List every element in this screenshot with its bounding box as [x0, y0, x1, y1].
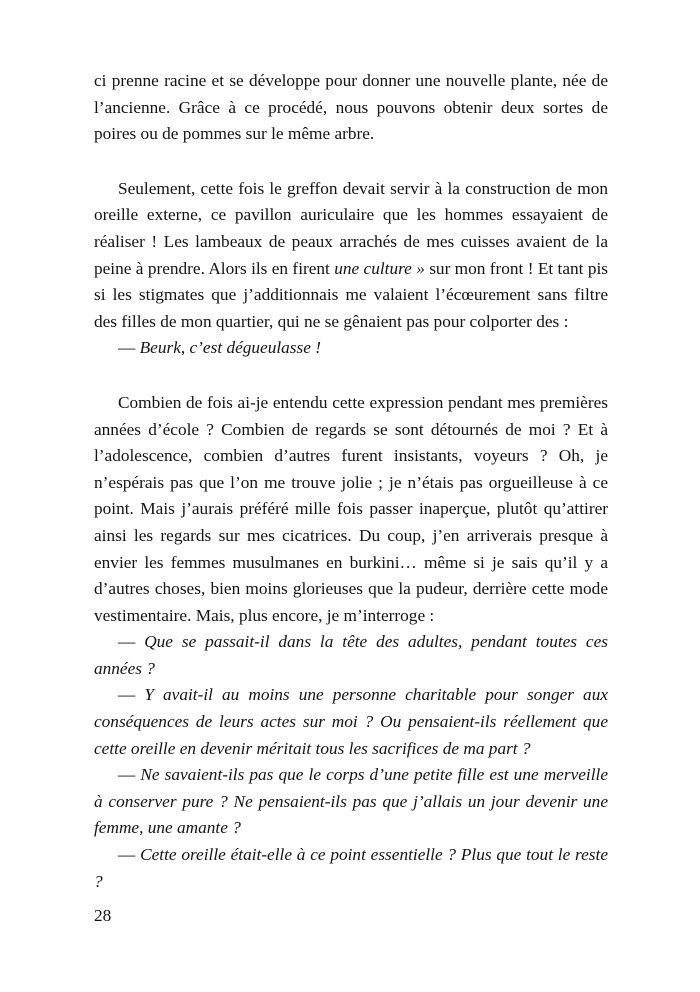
question-3-dash: —	[118, 765, 141, 785]
paragraph-2-italic: une culture »	[334, 258, 425, 278]
paragraph-2	[94, 176, 608, 336]
question-3	[94, 762, 608, 842]
question-1-dash: —	[118, 632, 145, 652]
quote-1-text: Beurk, c’est dégueulasse !	[139, 338, 321, 358]
question-2-text: Y avait-il au moins une personne charitable pour songer aux conséquences de leurs actes sur moi ? Ou pensaient-ils réellement que cette oreille en devenir méritait tous les sacrifices de ma part ?	[94, 685, 609, 758]
quote-1	[94, 335, 608, 362]
question-2-dash: —	[118, 685, 145, 705]
question-4-text: Cette oreille était-elle à ce point essentielle ? Plus que tout le reste ?	[94, 845, 608, 891]
quote-1-dash: —	[118, 338, 140, 358]
question-3-text: Ne savaient-ils pas que le corps d’une petite fille est une merveille à conserver pure ? Ne pensaient-ils pas que j’allais un jour devenir une femme, une amante ?	[94, 765, 608, 838]
question-4-dash: —	[118, 845, 141, 865]
paragraph-3: Combien de fois ai-je entendu cette expression pendant mes premières années d’école ? Combien de regards se sont détournés de moi ? Et à l’adolescence, combien d’autres furent insistants, voyeurs ? Oh, je n’espérais pas que l’on me trouve jolie ; je n’étais pas orgueilleuse à ce point. Mais j’aurais préféré mille fois passer inaperçue, plutôt qu’attirer ainsi les regards sur mes cicatrices. Du coup, j’en arriverais presque à envier les femmes musulmanes en burkini… même si je sais qu’il y a d’autres choses, bien moins glorieuses que la pudeur, derrière cette mode vestimentaire. Mais, plus encore, je m’interroge :	[94, 392, 608, 625]
question-2	[94, 682, 608, 762]
paragraph-spacer	[94, 148, 608, 176]
paragraph-2-text-end: sur mon front ! Et tant pis si les stigmates que j’additionnais me valaient l’écœurement sans filtre des filles de mon quartier, qui ne se gênaient pas pour colporter des :	[94, 258, 608, 331]
question-4	[94, 842, 608, 895]
page-body	[94, 68, 608, 895]
paragraph-2-text-start: Seulement, cette fois le greffon devait servir à la construction de mon oreille externe, ce pavillon auriculaire que les hommes essayaient de réaliser ! Les lambeaux de peaux arrachés de mes cuisses avaient de la peine à prendre. Alors ils en firent	[94, 178, 608, 278]
question-1	[94, 629, 608, 682]
page-number: 28	[94, 906, 112, 925]
paragraph-1: ci prenne racine et se développe pour donner une nouvelle plante, née de l’ancienne. Grâce à ce procédé, nous pouvons obtenir deux sortes de poires ou de pommes sur le même arbre.	[94, 71, 608, 144]
question-1-text: Que se passait-il dans la tête des adultes, pendant toutes ces années ?	[94, 632, 608, 678]
paragraph-spacer	[94, 362, 608, 390]
